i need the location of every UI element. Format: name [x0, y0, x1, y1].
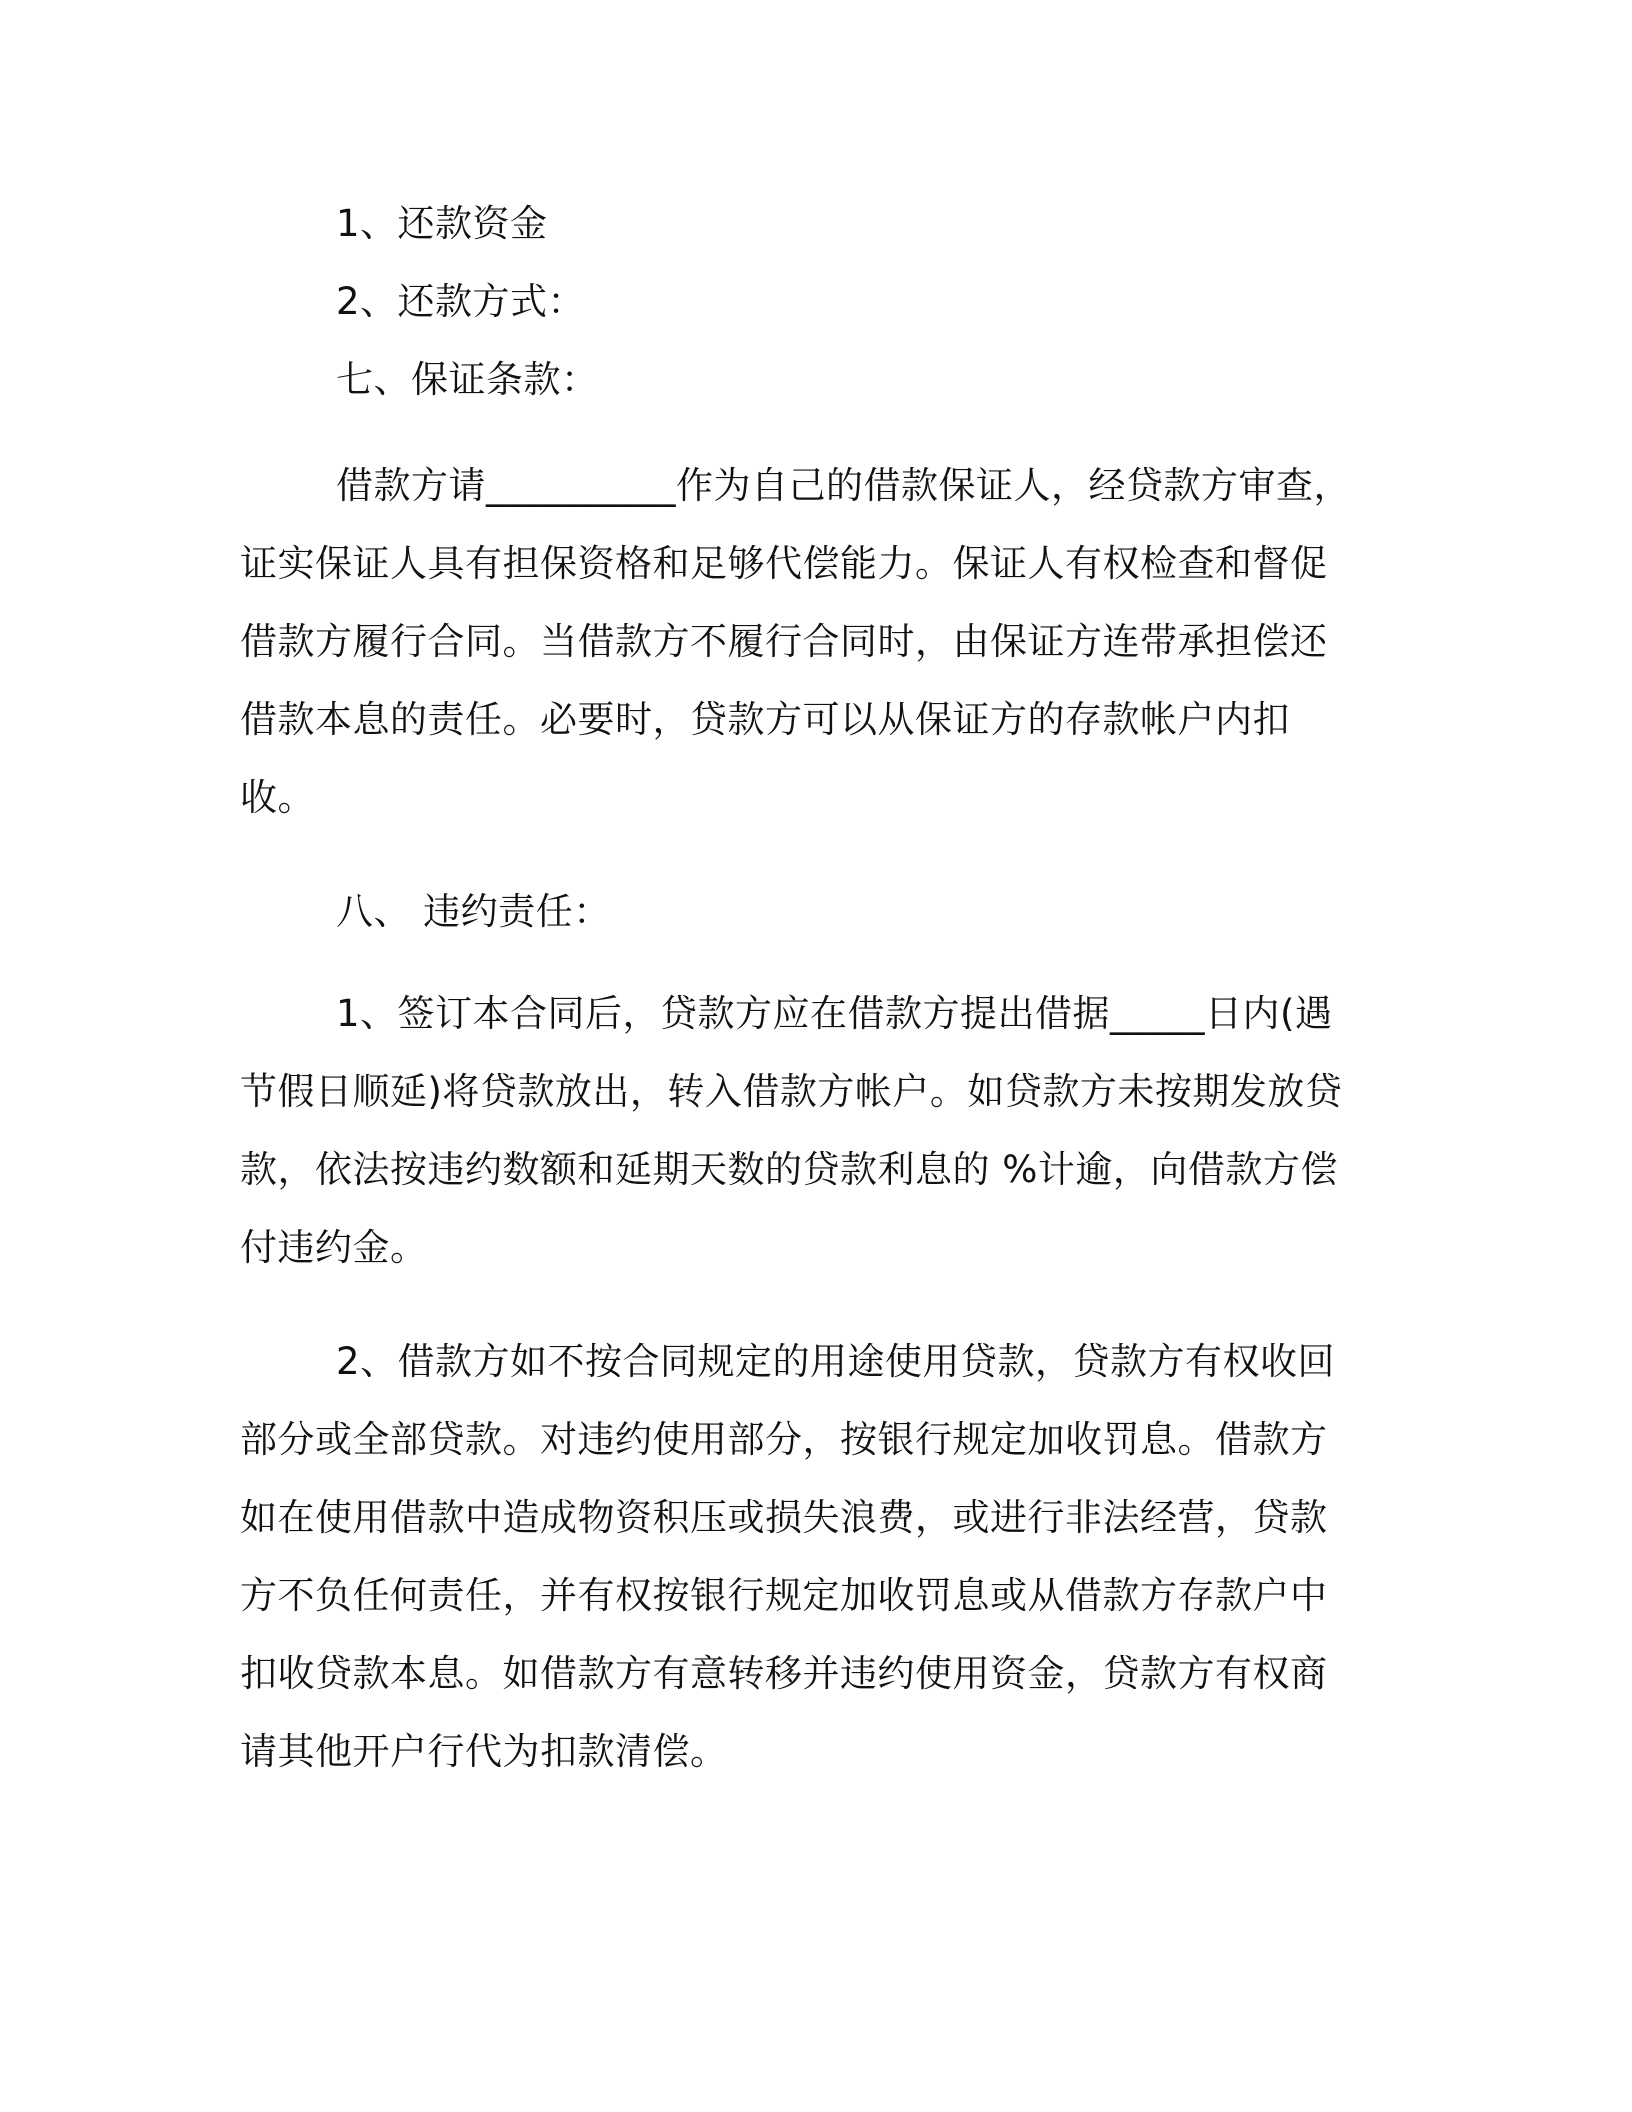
document-body: [240, 185, 1362, 1791]
paragraph-breach-item-1: 1、签订本合同后，贷款方应在借款方提出借据_____日内(遇节假日顺延)将贷款放出，转入借款方帐户。如贷款方未按期发放贷款，依法按违约数额和延期天数的贷款利息的 %计逾，向借款方偿付违约金。: [240, 992, 1343, 1269]
paragraph-breach-item-2: 2、借款方如不按合同规定的用途使用贷款，贷款方有权收回部分或全部贷款。对违约使用部分，按银行规定加收罚息。借款方如在使用借款中造成物资积压或损失浪费，或进行非法经营，贷款方不负任何责任，并有权按银行规定加收罚息或从借款方存款户中扣收贷款本息。如借款方有意转移并违约使用资金，贷款方有权商请其他开户行代为扣款清偿。: [240, 1340, 1336, 1773]
paragraph-repayment-funds: 1、还款资金: [336, 202, 548, 245]
paragraph-guarantee-clause: 借款方请__________作为自己的借款保证人，经贷款方审查，证实保证人具有担保资格和足够代偿能力。保证人有权检查和督促借款方履行合同。当借款方不履行合同时，由保证方连带承担偿还借款本息的责任。必要时，贷款方可以从保证方的存款帐户内扣收。: [240, 464, 1351, 819]
section-heading-breach-liability: 八、 违约责任：: [336, 890, 611, 933]
section-heading-guarantee: 七、保证条款：: [336, 358, 599, 401]
paragraph-repayment-method: 2、还款方式：: [336, 280, 586, 323]
